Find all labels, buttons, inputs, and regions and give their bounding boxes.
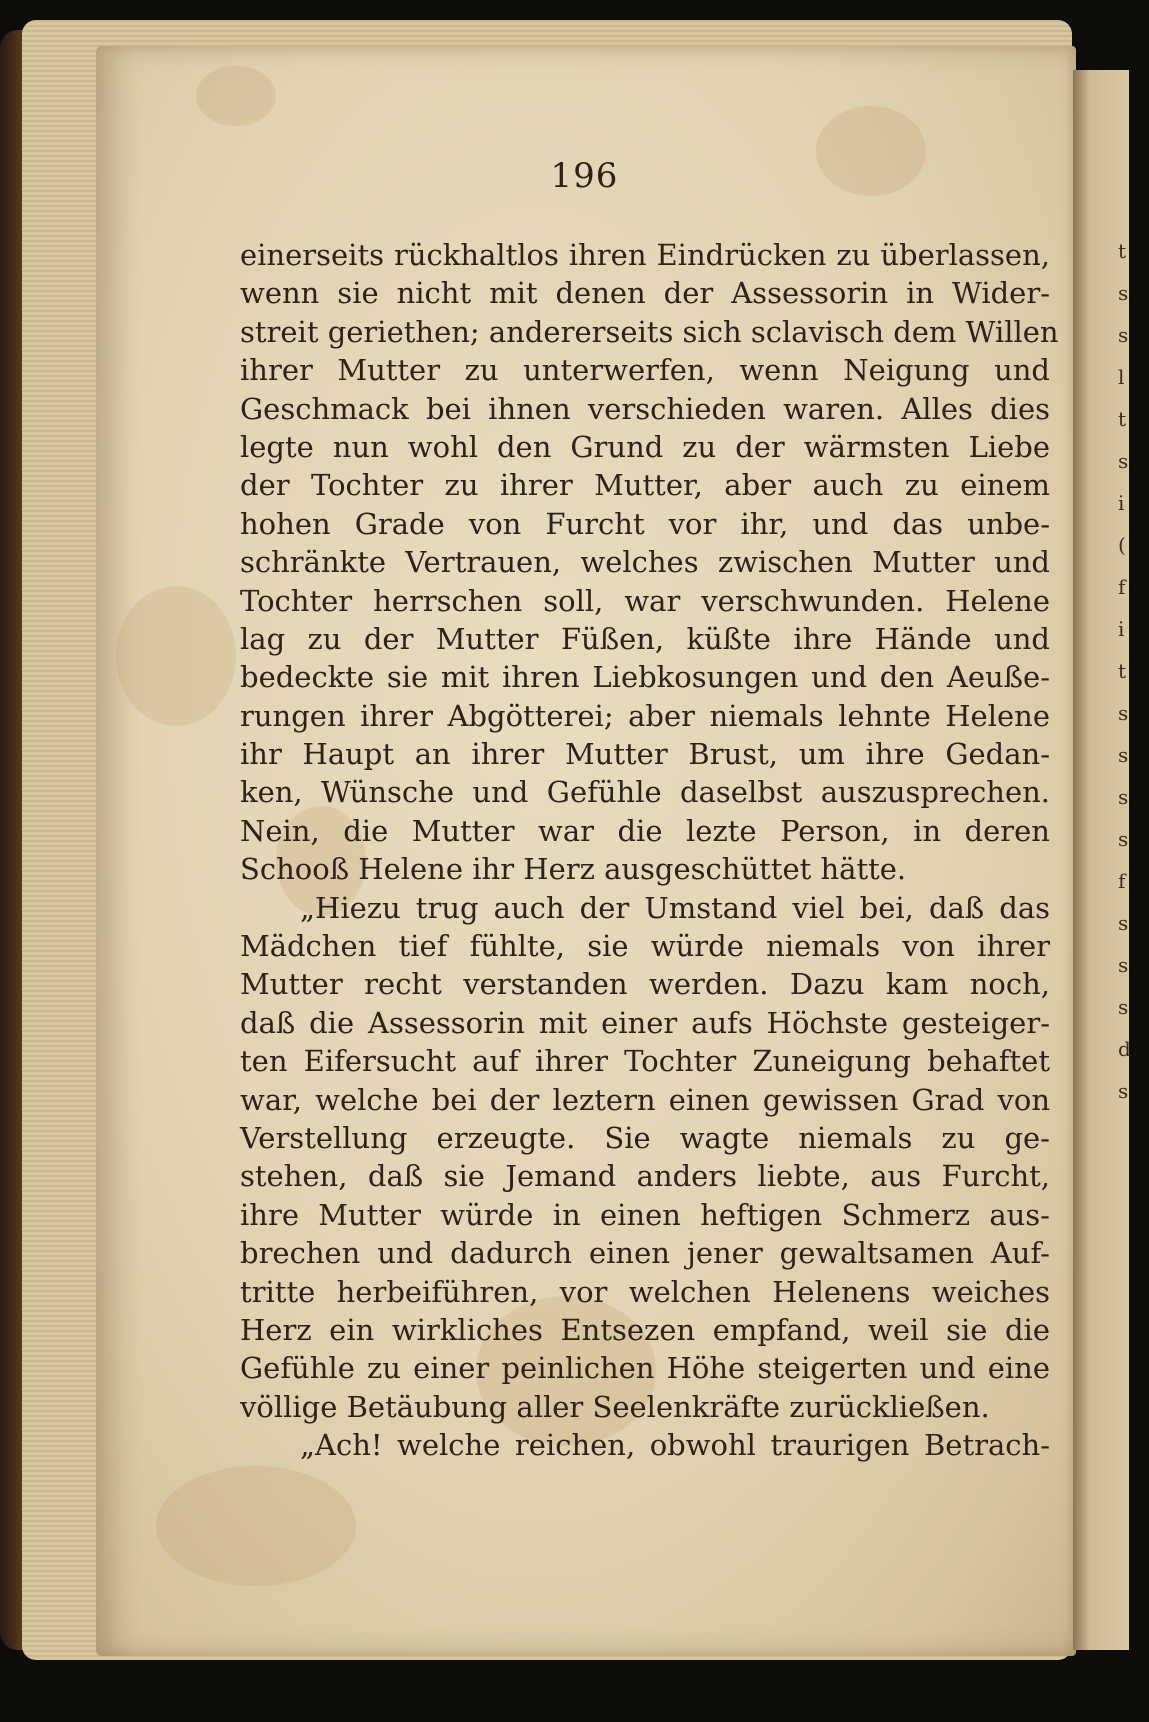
body-text bbox=[240, 236, 1059, 1465]
text-line: bedeckte sie mit ihren Liebkosungen und den Aeuße- bbox=[240, 660, 1050, 695]
facing-page-glyph: t bbox=[1118, 659, 1127, 683]
text-line: hohen Grade von Furcht vor ihr, und das unbe- bbox=[240, 506, 1050, 541]
facing-page-glyph: ( bbox=[1118, 533, 1126, 557]
text-line: Tochter herrschen soll, war verschwunden. Helene bbox=[240, 583, 1050, 618]
text-line: Gefühle zu einer peinlichen Höhe steigerten und eine bbox=[240, 1351, 1050, 1386]
stain bbox=[156, 1466, 356, 1586]
facing-page-glyph: f bbox=[1118, 575, 1126, 599]
text-line: Verstellung erzeugte. Sie wagte niemals zu ge- bbox=[240, 1120, 1050, 1155]
facing-page-glyph: d bbox=[1118, 1037, 1131, 1061]
facing-page-glyph: i bbox=[1118, 617, 1125, 641]
text-line: ten Eifersucht auf ihrer Tochter Zuneigung behaftet bbox=[240, 1044, 1050, 1079]
text-line: „Ach! welche reichen, obwohl traurigen Betrach- bbox=[300, 1428, 1050, 1463]
page-number: 196 bbox=[550, 156, 619, 196]
text-line: ken, Wünsche und Gefühle daselbst auszusprechen. bbox=[240, 775, 1050, 810]
facing-page-glyph: s bbox=[1118, 785, 1129, 809]
text-line: streit geriethen; andererseits sich sclavisch dem Willen bbox=[240, 314, 1059, 349]
text-line: der Tochter zu ihrer Mutter, aber auch zu einem bbox=[240, 468, 1050, 503]
text-line: „Hiezu trug auch der Umstand viel bei, daß das bbox=[300, 890, 1050, 925]
text-line: legte nun wohl den Grund zu der wärmsten Liebe bbox=[240, 429, 1050, 464]
facing-page-glyph: s bbox=[1118, 995, 1129, 1019]
text-line: Schooß Helene ihr Herz ausgeschüttet hätte. bbox=[240, 852, 907, 887]
facing-page-glyph: s bbox=[1118, 281, 1129, 305]
text-line: wenn sie nicht mit denen der Assessorin in Wider- bbox=[240, 276, 1050, 311]
text-line: brechen und dadurch einen jener gewaltsamen Auf- bbox=[240, 1236, 1050, 1271]
text-line: Geschmack bei ihnen verschieden waren. Alles dies bbox=[240, 391, 1050, 426]
facing-page-fragments bbox=[1118, 230, 1132, 1112]
text-line: lag zu der Mutter Füßen, küßte ihre Hände und bbox=[240, 621, 1050, 656]
facing-page-glyph: s bbox=[1118, 911, 1129, 935]
facing-page-glyph: s bbox=[1118, 827, 1129, 851]
facing-page-glyph: s bbox=[1118, 953, 1129, 977]
text-line: ihre Mutter würde in einen heftigen Schmerz aus- bbox=[240, 1197, 1050, 1232]
text-line: Mutter recht verstanden werden. Dazu kam noch, bbox=[240, 967, 1050, 1002]
facing-page-glyph: t bbox=[1118, 407, 1127, 431]
text-line: völlige Betäubung aller Seelenkräfte zurückließen. bbox=[240, 1389, 990, 1424]
text-line: daß die Assessorin mit einer aufs Höchste gesteiger- bbox=[240, 1005, 1050, 1040]
facing-page-glyph: s bbox=[1118, 701, 1129, 725]
facing-page-glyph: l bbox=[1118, 365, 1125, 389]
text-line: rungen ihrer Abgötterei; aber niemals lehnte Helene bbox=[240, 698, 1050, 733]
facing-page-glyph: t bbox=[1118, 239, 1127, 263]
facing-page-glyph: s bbox=[1118, 743, 1129, 767]
text-line: ihr Haupt an ihrer Mutter Brust, um ihre Gedan- bbox=[240, 737, 1050, 772]
text-line: stehen, daß sie Jemand anders liebte, aus Furcht, bbox=[240, 1159, 1050, 1194]
text-line: tritte herbeiführen, vor welchen Helenens weiches bbox=[240, 1274, 1050, 1309]
text-line: war, welche bei der leztern einen gewissen Grad von bbox=[240, 1082, 1050, 1117]
text-line: Herz ein wirkliches Entsezen empfand, weil sie die bbox=[240, 1312, 1050, 1347]
text-line: Mädchen tief fühlte, sie würde niemals von ihrer bbox=[240, 929, 1050, 964]
text-line: Nein, die Mutter war die lezte Person, in deren bbox=[240, 813, 1050, 848]
facing-page-glyph: f bbox=[1118, 869, 1126, 893]
stain bbox=[196, 66, 276, 126]
facing-page-glyph: s bbox=[1118, 323, 1129, 347]
stain bbox=[116, 586, 236, 726]
facing-page-glyph: s bbox=[1118, 1079, 1129, 1103]
text-line: einerseits rückhaltlos ihren Eindrücken zu überlassen, bbox=[240, 238, 1050, 272]
facing-page-glyph: i bbox=[1118, 491, 1125, 515]
text-line: ihrer Mutter zu unterwerfen, wenn Neigung und bbox=[240, 353, 1050, 388]
facing-page-glyph: s bbox=[1118, 449, 1129, 473]
text-line: schränkte Vertrauen, welches zwischen Mutter und bbox=[240, 545, 1050, 580]
